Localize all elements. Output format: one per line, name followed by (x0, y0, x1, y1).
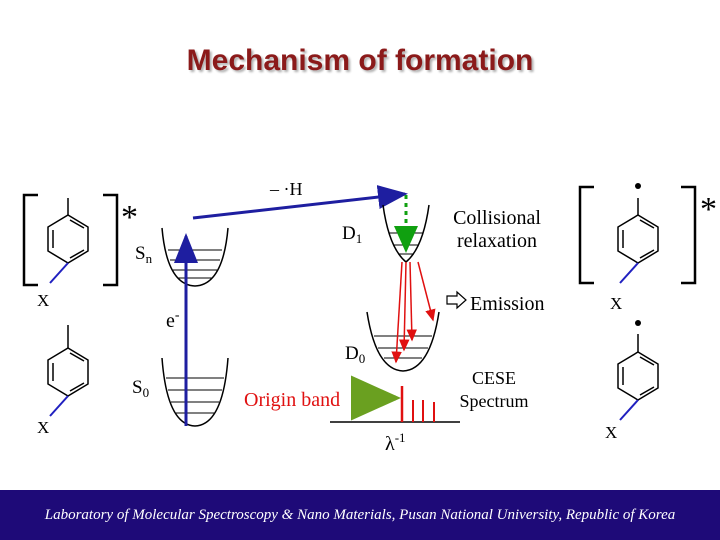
h-loss-label: – ·H (270, 179, 303, 199)
excited-benzyl-radical-right (580, 183, 717, 313)
d0-potential-well (345, 312, 439, 371)
substituent-label-right-upper: X (610, 294, 623, 313)
state-label-s0: $S_0$ (132, 377, 150, 400)
ground-benzyl-radical-right (605, 320, 658, 442)
substituent-label-right-lower: X (605, 423, 618, 442)
substituent-label-left-upper: X (37, 291, 50, 310)
wavenumber-axis-label: $\lambda^{-1}$ (385, 430, 406, 455)
collisional-relaxation-label: Collisional relaxation (453, 207, 541, 252)
emission-legend (447, 292, 544, 315)
ground-toluene-left (37, 325, 88, 437)
d1-potential-well (342, 205, 429, 262)
s0-potential-well (132, 358, 228, 426)
origin-band-label: Origin band (244, 389, 341, 411)
excited-star-right: * (700, 191, 717, 228)
emission-arrows (396, 262, 433, 362)
emission-label: Emission (470, 293, 545, 315)
footer-banner: Laboratory of Molecular Spectroscopy & Nano Materials, Pusan National University, Republic of Korea (0, 490, 720, 540)
state-label-sn: $S_n$ (135, 243, 153, 266)
state-label-d1: $D_1$ (342, 223, 363, 246)
excited-toluene-left (24, 195, 138, 310)
sn-potential-well (135, 228, 228, 286)
slide-title: Mechanism of formation (186, 44, 534, 77)
electron-label: e- (166, 308, 180, 332)
substituent-label-left-lower: X (37, 418, 50, 437)
excited-star-left: * (121, 199, 138, 236)
state-label-d0: $D_0$ (345, 343, 366, 366)
cese-spectrum-label: CESE Spectrum (459, 368, 529, 411)
